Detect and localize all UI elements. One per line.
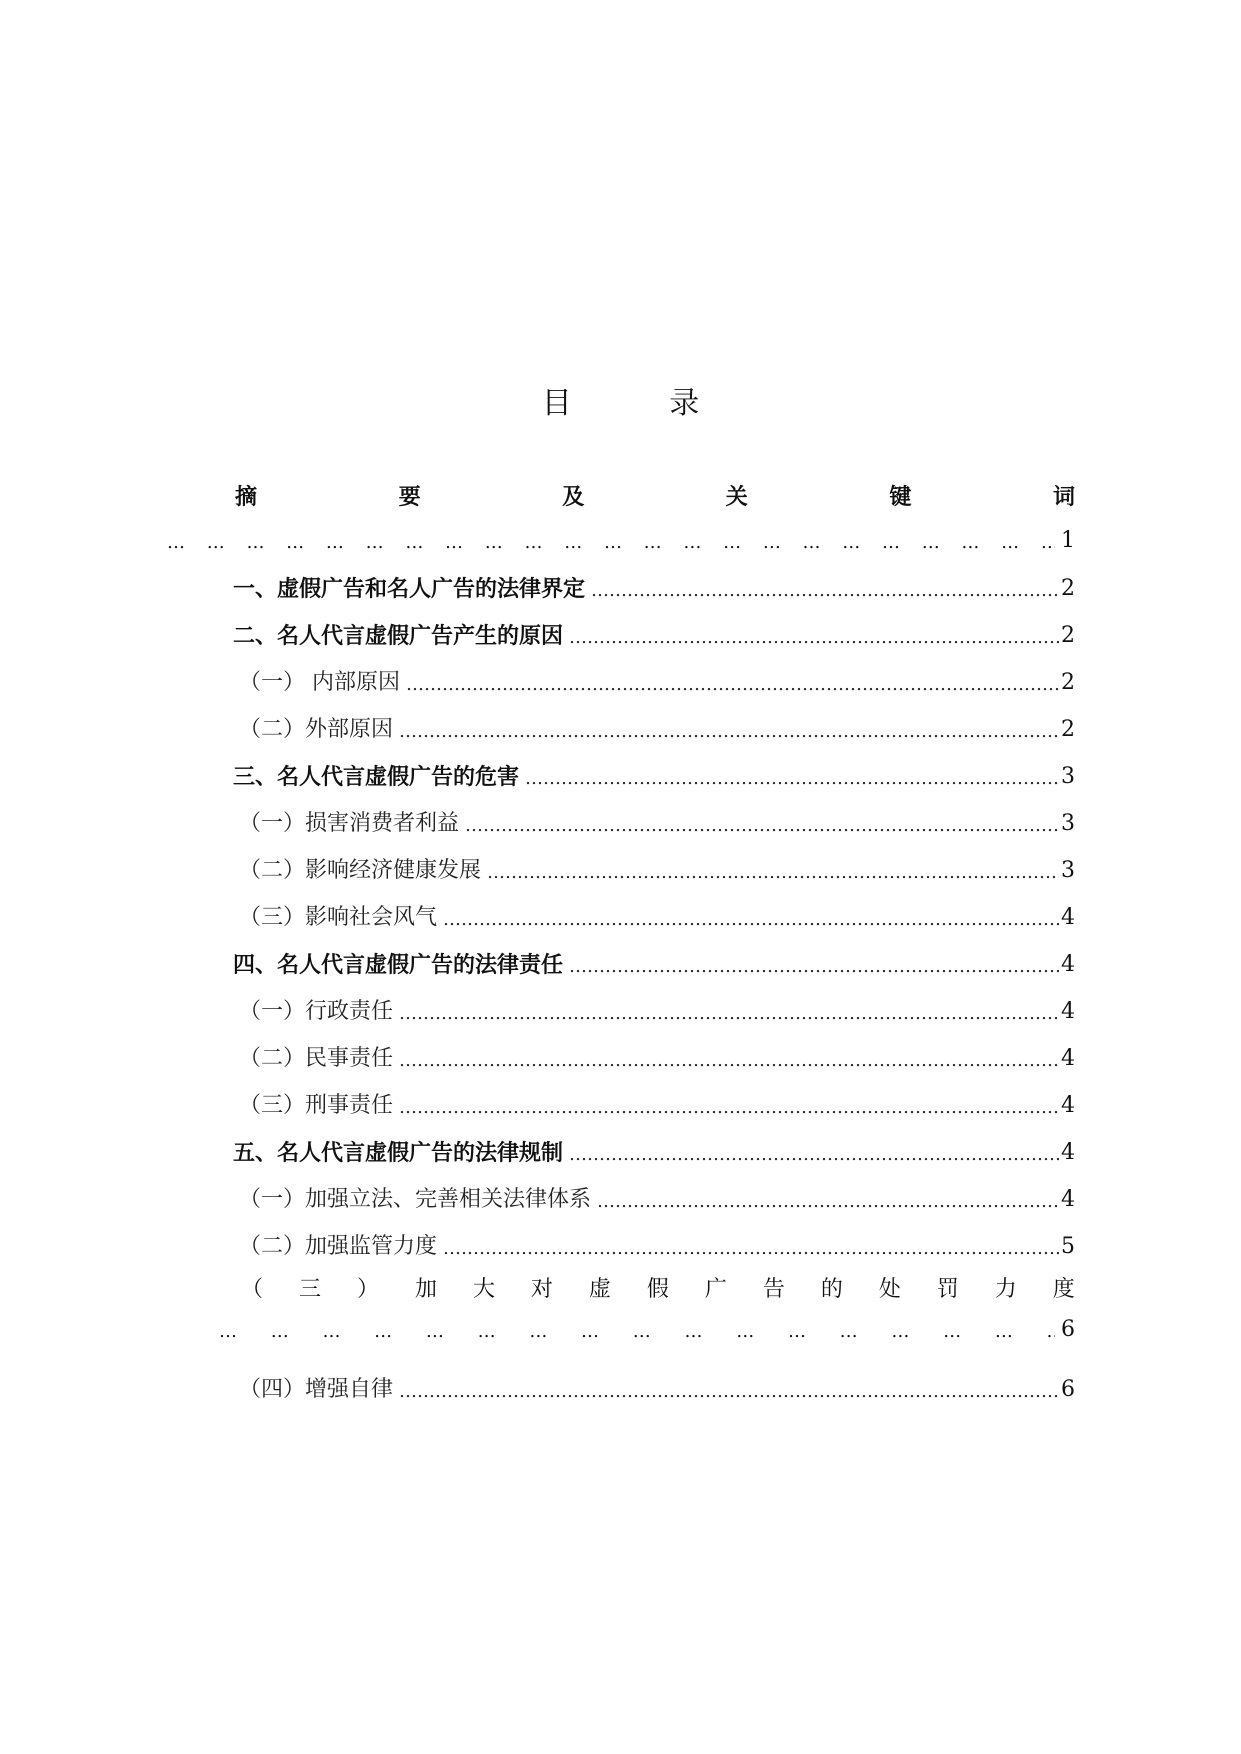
- toc-entry-label: 三、名人代言虚假广告的危害: [233, 764, 520, 790]
- toc-spread-char: ）: [356, 1277, 379, 1302]
- toc-spread-leader-line: [219, 1317, 1075, 1342]
- leader-dots: [591, 580, 1059, 602]
- toc-section-entry[interactable]: [185, 991, 1075, 1025]
- leader-dots: [406, 674, 1059, 696]
- toc-page-number: 4: [1061, 1187, 1075, 1212]
- toc-entry-label: （三）刑事责任: [239, 1093, 394, 1118]
- leader-dots: [569, 627, 1059, 649]
- toc-abstract-char: 摘: [235, 484, 258, 510]
- page-title: 目 录: [541, 386, 744, 421]
- toc-spread-char: 对: [530, 1277, 553, 1302]
- leader-dots: [443, 909, 1059, 931]
- toc-section-entry[interactable]: [185, 709, 1075, 743]
- toc-abstract-char: 键: [889, 484, 912, 510]
- leader-dots: [465, 815, 1059, 837]
- toc-entry-label: （一）加强立法、完善相关法律体系: [239, 1187, 592, 1212]
- leader-dots: [569, 956, 1059, 978]
- toc-section-entry[interactable]: [185, 1085, 1075, 1119]
- leader-dots: [569, 1144, 1059, 1166]
- leader-dots: [399, 1097, 1059, 1119]
- toc-chapter-entry[interactable]: [185, 568, 1075, 602]
- leader-dots: [399, 1003, 1059, 1025]
- toc-section-entry[interactable]: [185, 897, 1075, 931]
- toc-entry-label: 一、虚假广告和名人广告的法律界定: [233, 576, 586, 602]
- toc-section-entry[interactable]: [185, 1179, 1075, 1213]
- toc-page-number: 1: [1061, 528, 1075, 553]
- toc-page-number: 6: [1061, 1317, 1075, 1342]
- toc-section-entry[interactable]: [185, 850, 1075, 884]
- toc-page-number: 4: [1061, 1046, 1075, 1071]
- toc-page-number: 4: [1061, 1140, 1075, 1165]
- toc-spread-char: 大: [472, 1277, 495, 1302]
- toc-entry-label: （一） 内部原因: [239, 670, 400, 695]
- toc-spread-char: 处: [878, 1277, 901, 1302]
- toc-section-entry[interactable]: [185, 662, 1075, 696]
- toc-spread-char: 的: [820, 1277, 843, 1302]
- toc-abstract-char: 及: [562, 484, 585, 510]
- leader-dots: [525, 768, 1059, 790]
- toc-page-number: 3: [1061, 811, 1075, 836]
- toc-page-number: 2: [1061, 623, 1075, 648]
- toc-spread-char: 告: [762, 1277, 785, 1302]
- toc-page-number: 4: [1061, 999, 1075, 1024]
- toc-entry-spread[interactable]: [185, 1277, 1075, 1303]
- toc-page-number: 5: [1061, 1234, 1075, 1259]
- toc-entry-abstract[interactable]: [185, 484, 1075, 510]
- toc-entry-label: （二）外部原因: [239, 717, 394, 742]
- leader-dots: [399, 1381, 1059, 1403]
- toc-spread-char: 三: [298, 1277, 321, 1302]
- toc-page-number: 4: [1061, 1093, 1075, 1118]
- toc-spread-char: 力: [994, 1277, 1017, 1302]
- toc-spread-char: 加: [414, 1277, 437, 1302]
- leader-dots: [167, 532, 1055, 553]
- toc-section-entry[interactable]: [185, 1226, 1075, 1260]
- toc-entry-label: （四）增强自律: [239, 1377, 394, 1402]
- toc-page-number: 6: [1061, 1377, 1075, 1402]
- toc-section-entry[interactable]: [185, 1038, 1075, 1072]
- toc-page-number: 2: [1061, 670, 1075, 695]
- toc-chapter-entry[interactable]: [185, 944, 1075, 978]
- toc-page-number: 4: [1061, 952, 1075, 977]
- leader-dots: [399, 1050, 1059, 1072]
- toc-chapter-entry[interactable]: [185, 1132, 1075, 1166]
- leader-dots: [399, 721, 1059, 743]
- toc-abstract-char: 关: [725, 484, 748, 510]
- toc-abstract-char: 要: [398, 484, 421, 510]
- toc-entry-label: 四、名人代言虚假广告的法律责任: [233, 952, 564, 978]
- toc-entry-label: （一）损害消费者利益: [239, 811, 460, 836]
- toc-section-entry[interactable]: [185, 1369, 1075, 1403]
- toc-chapter-entry[interactable]: [185, 615, 1075, 649]
- toc-entry-label: （三）影响社会风气: [239, 905, 438, 930]
- toc-page-number: 2: [1061, 576, 1075, 601]
- toc-entry-label: 二、名人代言虚假广告产生的原因: [233, 623, 564, 649]
- toc-spread-char: （: [241, 1277, 264, 1302]
- toc-entry-label: （二）加强监管力度: [239, 1234, 438, 1259]
- toc-page-number: 3: [1061, 858, 1075, 883]
- toc-entry-label: （二）民事责任: [239, 1046, 394, 1071]
- leader-dots: [597, 1191, 1059, 1213]
- toc-spread-char: 广: [704, 1277, 727, 1302]
- toc-spread-char: 罚: [936, 1277, 959, 1302]
- toc-entry-label: （二）影响经济健康发展: [239, 858, 482, 883]
- toc-page-number: 2: [1061, 717, 1075, 742]
- toc-page-number: 3: [1061, 764, 1075, 789]
- leader-dots: [219, 1321, 1055, 1342]
- toc-entry-label: （一）行政责任: [239, 999, 394, 1024]
- leader-dots: [487, 862, 1059, 884]
- toc-abstract-leader-line: [167, 528, 1075, 553]
- toc-spread-char: 假: [646, 1277, 669, 1302]
- toc-entry-label: 五、名人代言虚假广告的法律规制: [233, 1140, 564, 1166]
- toc-section-entry[interactable]: [185, 803, 1075, 837]
- toc-abstract-char: 词: [1052, 484, 1075, 510]
- toc-page-number: 4: [1061, 905, 1075, 930]
- leader-dots: [443, 1238, 1059, 1260]
- toc-spread-char: 虚: [588, 1277, 611, 1302]
- toc-chapter-entry[interactable]: [185, 756, 1075, 790]
- toc-spread-char: 度: [1052, 1277, 1075, 1302]
